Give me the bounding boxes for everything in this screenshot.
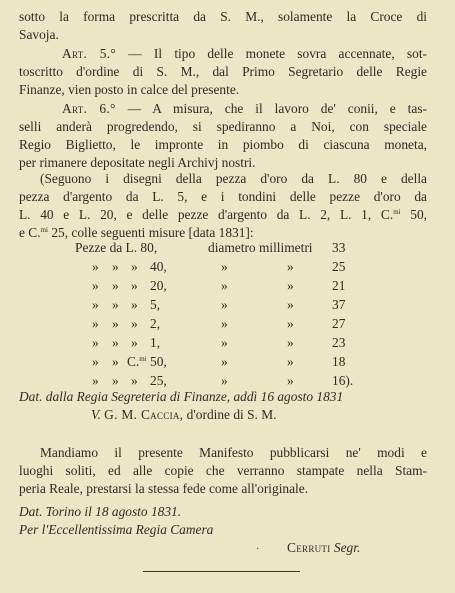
coin-cell: 20, [150, 278, 167, 293]
table-cell: diametro millimetri [208, 240, 313, 255]
text-span: V. [91, 407, 101, 422]
superscript: mi [393, 208, 401, 216]
text-span: — Il tipo delle monete sovra accennate, sot- [116, 46, 427, 61]
closing-rule [143, 571, 300, 572]
dating-line: Dat. Torino il 18 agosto 1831. [19, 504, 182, 519]
text-span: — A misura, che il lavoro de' conii, e tas- [115, 101, 427, 116]
ditto-mark: » [92, 316, 99, 331]
table-row [75, 297, 355, 315]
ditto-mark: » [221, 373, 228, 388]
ditto-mark: » [92, 259, 99, 274]
ditto-mark: » [131, 373, 138, 388]
signatory-name: G. M. Caccia, [104, 407, 184, 422]
ditto-mark: » [112, 316, 119, 331]
dot-mark: · [256, 544, 260, 555]
article-5-line [62, 45, 427, 63]
table-cell: 33 [332, 240, 346, 255]
ditto-mark: » [131, 335, 138, 350]
ditto-mark: » [112, 278, 119, 293]
coin-cell: 2, [150, 316, 161, 331]
ditto-mark: » [131, 278, 138, 293]
text-line: per rimanere depositate negli Archivj nostri. [19, 155, 256, 170]
ditto-mark: » [221, 354, 228, 369]
value-cell: 16). [332, 373, 354, 388]
article-6-line [62, 100, 427, 118]
ditto-mark: » [221, 278, 228, 293]
article-label: Art. 6.° [62, 101, 116, 116]
value-cell: 25 [332, 259, 346, 274]
superscript: mi [139, 355, 147, 363]
ditto-mark: » [92, 373, 99, 388]
text-line: selli anderà progredendo, si spediranno a Noi, con speciale [19, 119, 427, 134]
value-cell: 27 [332, 316, 346, 331]
table-row [75, 354, 355, 372]
text-line: pezza d'argento da L. 5, e i tondini delle pezze d'oro da [19, 189, 427, 204]
signatory-line [287, 539, 360, 557]
table-row [75, 259, 355, 277]
table-row [75, 278, 355, 296]
text-line: sotto la forma prescritta da S. M., solamente la Croce di [19, 9, 427, 24]
ditto-mark: » [92, 278, 99, 293]
table-row [75, 316, 355, 334]
signatory-line [91, 406, 277, 424]
coin-cell: 5, [150, 297, 161, 312]
text-span: d'ordine di S. M. [183, 407, 277, 422]
text-line: Regio Biglietto, le impronte in piombo di ciascuna moneta, [19, 137, 427, 152]
text-line [19, 206, 427, 224]
ditto-mark: » [221, 259, 228, 274]
ditto-mark: » [112, 259, 119, 274]
ditto-mark: » [131, 316, 138, 331]
table-row [75, 335, 355, 353]
ditto-mark: » [92, 354, 99, 369]
text-line: (Seguono i disegni della pezza d'oro da L. 80 e della [40, 171, 427, 186]
text-span: e C. [19, 225, 41, 240]
ditto-mark: » [287, 297, 294, 312]
table-cell: Pezze da L. 80, [75, 240, 158, 255]
ditto-mark: » [221, 316, 228, 331]
value-cell: 37 [332, 297, 346, 312]
ditto-mark: » [131, 259, 138, 274]
text-line: peria Reale, prestarsi la stessa fede come all'originale. [19, 481, 309, 496]
ditto-mark: » [287, 373, 294, 388]
text-line: Mandiamo il presente Manifesto pubblicarsi ne' modi e [40, 445, 427, 460]
text-span: 25, colle seguenti misure [data 1831]: [47, 225, 254, 240]
ditto-mark: » [221, 335, 228, 350]
coin-cell: 40, [150, 259, 167, 274]
ditto-mark: » [287, 259, 294, 274]
coin-cell: 1, [150, 335, 161, 350]
superscript: mi [40, 226, 48, 234]
ditto-mark: » [112, 354, 119, 369]
ditto-mark: » [287, 354, 294, 369]
text-line: Savoja. [19, 27, 59, 42]
table-header-row [75, 240, 355, 258]
ditto-mark: » [131, 297, 138, 312]
ditto-mark: » [287, 278, 294, 293]
value-cell: 23 [332, 335, 346, 350]
ditto-mark: » [112, 373, 119, 388]
ditto-mark: » [287, 316, 294, 331]
ditto-mark: » [112, 335, 119, 350]
text-line: luoghi soliti, ed alle copie che verranno stampate nella Stam- [19, 463, 427, 478]
article-label: Art. 5.° [62, 46, 117, 61]
text-span: Segr. [333, 540, 361, 555]
authority-line: Per l'Eccellentissima Regia Camera [19, 522, 214, 537]
text-span: L. 40 e L. 20, e delle pezze d'argento da L. 2, L. 1, C. [19, 207, 394, 222]
ditto-mark: » [112, 297, 119, 312]
text-span: 50, [400, 207, 427, 222]
value-cell: 21 [332, 278, 346, 293]
coin-cell: C.$^{mi}$ 50, [127, 354, 167, 369]
text-line: Finanze, vien posto in calce del presente. [19, 82, 240, 97]
ditto-mark: » [221, 297, 228, 312]
signatory-name: Cerruti [287, 540, 331, 555]
dating-line: Dat. dalla Regia Segreteria di Finanze, addì 16 agosto 1831 [19, 389, 344, 404]
ditto-mark: » [92, 335, 99, 350]
value-cell: 18 [332, 354, 346, 369]
text-line: toscritto d'ordine di S. M., dal Primo Segretario delle Regie [19, 64, 427, 79]
ditto-mark: » [92, 297, 99, 312]
ditto-mark: » [287, 335, 294, 350]
coin-cell: 25, [150, 373, 167, 388]
